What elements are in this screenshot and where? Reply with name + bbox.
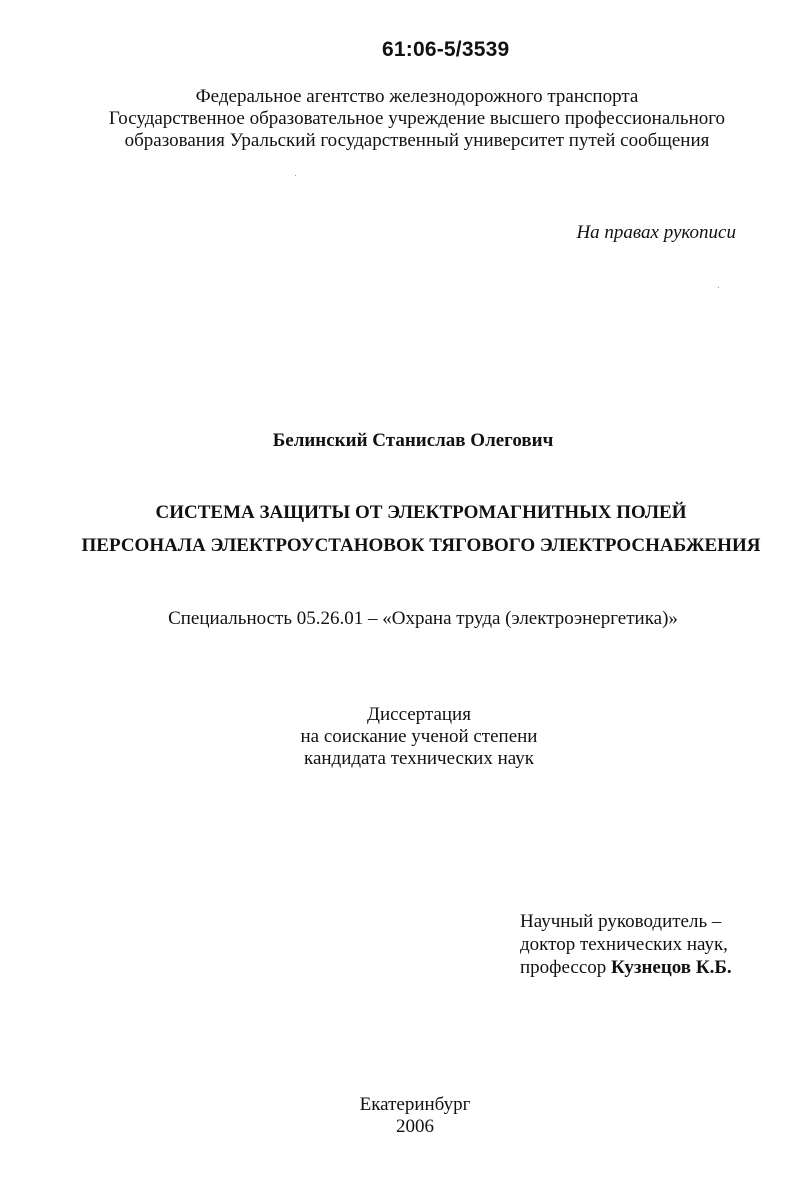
scan-speck: [718, 287, 719, 288]
author-name: Белинский Станислав Олегович: [272, 430, 554, 451]
supervisor: [520, 910, 732, 979]
title-line-2: ПЕРСОНАЛА ЭЛЕКТРОУСТАНОВОК ТЯГОВОГО ЭЛЕКТРОСНАБЖЕНИЯ: [81, 535, 761, 556]
supervisor-rank: профессор: [520, 957, 612, 978]
supervisor-name: Кузнецов К.Б.: [611, 957, 732, 978]
supervisor-title-line: [520, 956, 732, 979]
footer-year: 2006: [396, 1116, 434, 1137]
institution-header: [20, 86, 794, 152]
scan-speck: [295, 175, 296, 176]
archive-code: 61:06-5/3539: [382, 38, 510, 61]
manuscript-note: На правах рукописи: [576, 222, 736, 243]
work-type: [22, 704, 794, 770]
dissertation-title: [24, 496, 794, 562]
work-type-line-1: Диссертация: [367, 704, 471, 725]
work-type-line-3: кандидата технических наук: [304, 748, 534, 769]
institution-line-university: образования Уральский государственный университет путей сообщения: [124, 130, 710, 151]
institution-line-agency: Федеральное агентство железнодорожного транспорта: [195, 86, 639, 107]
institution-line-education: Государственное образовательное учреждение высшего профессионального: [108, 108, 726, 129]
supervisor-degree: доктор технических наук,: [520, 934, 728, 955]
specialty: Специальность 05.26.01 – «Охрана труда (электроэнергетика)»: [168, 608, 678, 629]
footer: [18, 1094, 794, 1138]
work-type-line-2: на соискание ученой степени: [300, 726, 538, 747]
footer-city: Екатеринбург: [359, 1094, 471, 1115]
title-line-1: СИСТЕМА ЗАЩИТЫ ОТ ЭЛЕКТРОМАГНИТНЫХ ПОЛЕЙ: [155, 502, 687, 523]
supervisor-role: Научный руководитель –: [520, 911, 722, 932]
